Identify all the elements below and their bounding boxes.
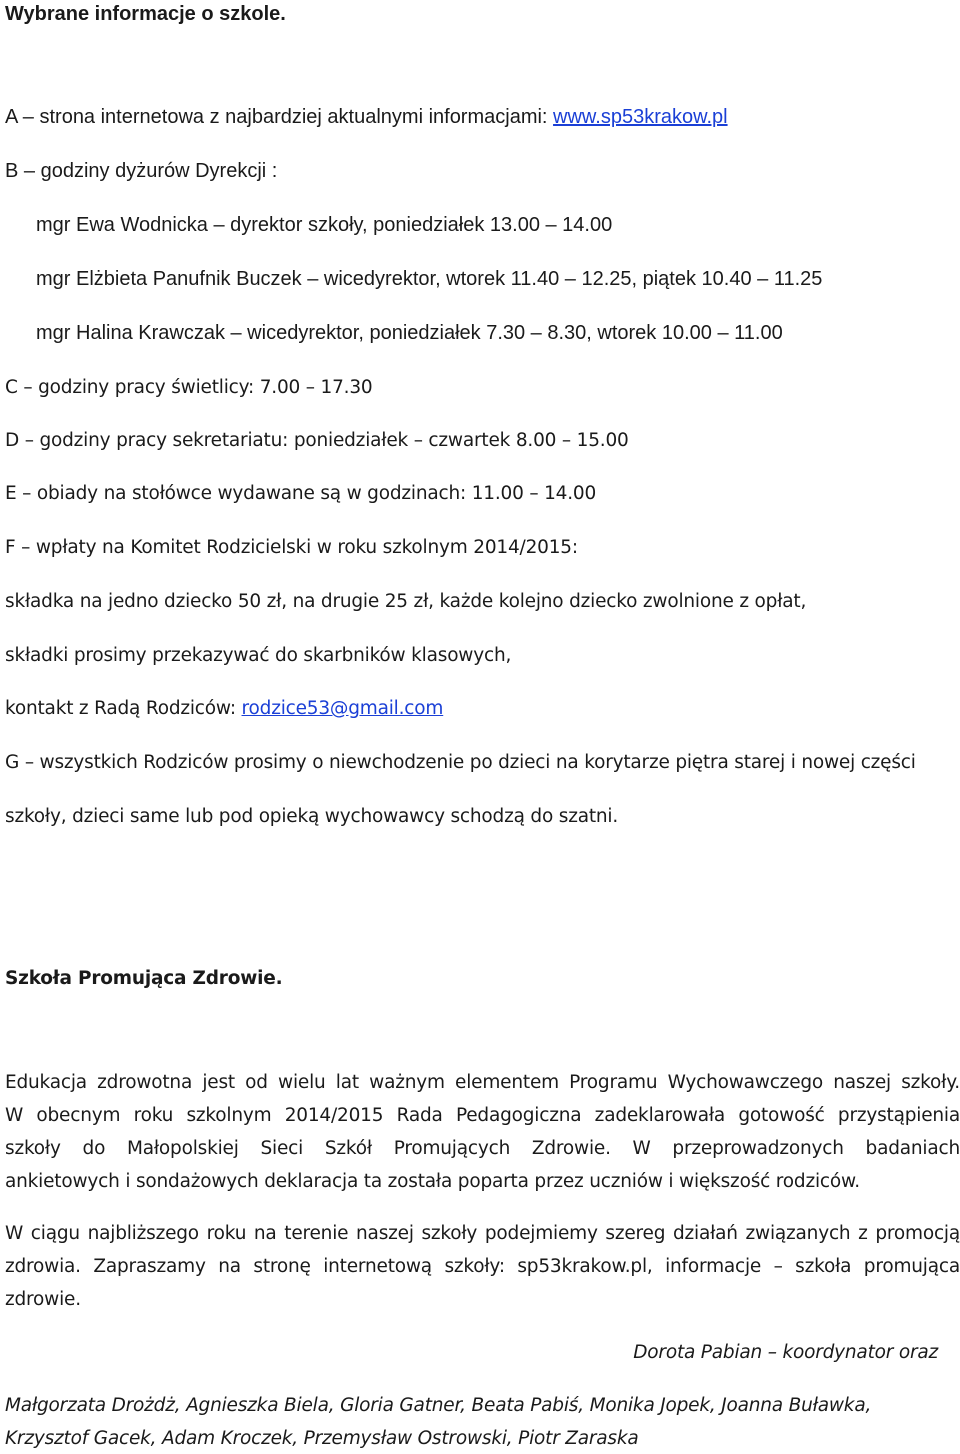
parents-council-email-link[interactable]: rodzice53@gmail.com — [241, 698, 444, 719]
section-d-line: D – godziny pracy sekretariatu: poniedziałek – czwartek 8.00 – 15.00 — [5, 430, 629, 451]
section-g-line-2: szkoły, dzieci same lub pod opieką wychowawcy schodzą do szatni. — [5, 806, 619, 827]
section-b-heading: B – godziny dyżurów Dyrekcji : — [5, 160, 278, 182]
signature-team-line-2: Krzysztof Gacek, Adam Kroczek, Przemysław Ostrowski, Piotr Zaraska — [5, 1428, 639, 1449]
page-title: Wybrane informacje o szkole. — [5, 3, 286, 25]
health-paragraph-2-line: W ciągu najbliższego roku na terenie naszej szkoły podejmiemy szereg działań związanych z promocją — [5, 1223, 960, 1244]
duty-hours-item-vice-director-1: mgr Elżbieta Panufnik Buczek – wicedyrektor, wtorek 11.40 – 12.25, piątek 10.40 – 11.25 — [36, 268, 823, 290]
section-f-contact-line — [5, 697, 443, 721]
section-g-line-1: G – wszystkich Rodziców prosimy o niewchodzenie po dzieci na korytarze piętra starej i nowej części — [5, 752, 916, 773]
signature-team-line-1: Małgorzata Drożdż, Agnieszka Biela, Gloria Gatner, Beata Pabiś, Monika Jopek, Joanna Buławka, — [5, 1395, 872, 1416]
health-paragraph-1 — [5, 1066, 960, 1198]
section-e-line: E – obiady na stołówce wydawane są w godzinach: 11.00 – 14.00 — [5, 483, 597, 504]
section-a-line — [5, 105, 728, 129]
section-f-heading: F – wpłaty na Komitet Rodzicielski w roku szkolnym 2014/2015: — [5, 537, 578, 558]
health-paragraph-1-line: W obecnym roku szkolnym 2014/2015 Rada Pedagogiczna zadeklarowała gotowość przystąpienia — [5, 1105, 960, 1126]
duty-hours-item-director: mgr Ewa Wodnicka – dyrektor szkoły, poniedziałek 13.00 – 14.00 — [36, 214, 613, 236]
contact-label: kontakt z Radą Rodziców: — [5, 698, 242, 719]
section-a-text: A – strona internetowa z najbardziej aktualnymi informacjami: — [5, 106, 554, 128]
school-website-link[interactable]: www.sp53krakow.pl — [553, 106, 728, 128]
section-f-treasurer-line: składki prosimy przekazywać do skarbników klasowych, — [5, 645, 512, 666]
section-c-line: C – godziny pracy świetlicy: 7.00 – 17.30 — [5, 377, 373, 398]
health-paragraph-1-line: szkoły do Małopolskiej Sieci Szkół Promujących Zdrowie. W przeprowadzonych badaniach — [5, 1138, 960, 1159]
health-paragraph-2-line: zdrowie. — [5, 1289, 81, 1310]
signature-coordinator: Dorota Pabian – koordynator oraz — [633, 1342, 938, 1363]
section-f-fee-line: składka na jedno dziecko 50 zł, na drugie 25 zł, każde kolejno dziecko zwolnione z opłat, — [5, 591, 807, 612]
health-paragraph-2 — [5, 1217, 960, 1316]
health-heading: Szkoła Promująca Zdrowie. — [5, 968, 283, 989]
duty-hours-item-vice-director-2: mgr Halina Krawczak – wicedyrektor, poniedziałek 7.30 – 8.30, wtorek 10.00 – 11.00 — [36, 322, 783, 344]
health-paragraph-1-line: ankietowych i sondażowych deklaracja ta została poparta przez uczniów i większość rodziców. — [5, 1171, 860, 1192]
health-paragraph-1-line: Edukacja zdrowotna jest od wielu lat ważnym elementem Programu Wychowawczego naszej szkoły. — [5, 1072, 960, 1093]
health-paragraph-2-line: zdrowia. Zapraszamy na stronę internetową szkoły: sp53krakow.pl, informacje – szkoła promująca — [5, 1256, 960, 1277]
